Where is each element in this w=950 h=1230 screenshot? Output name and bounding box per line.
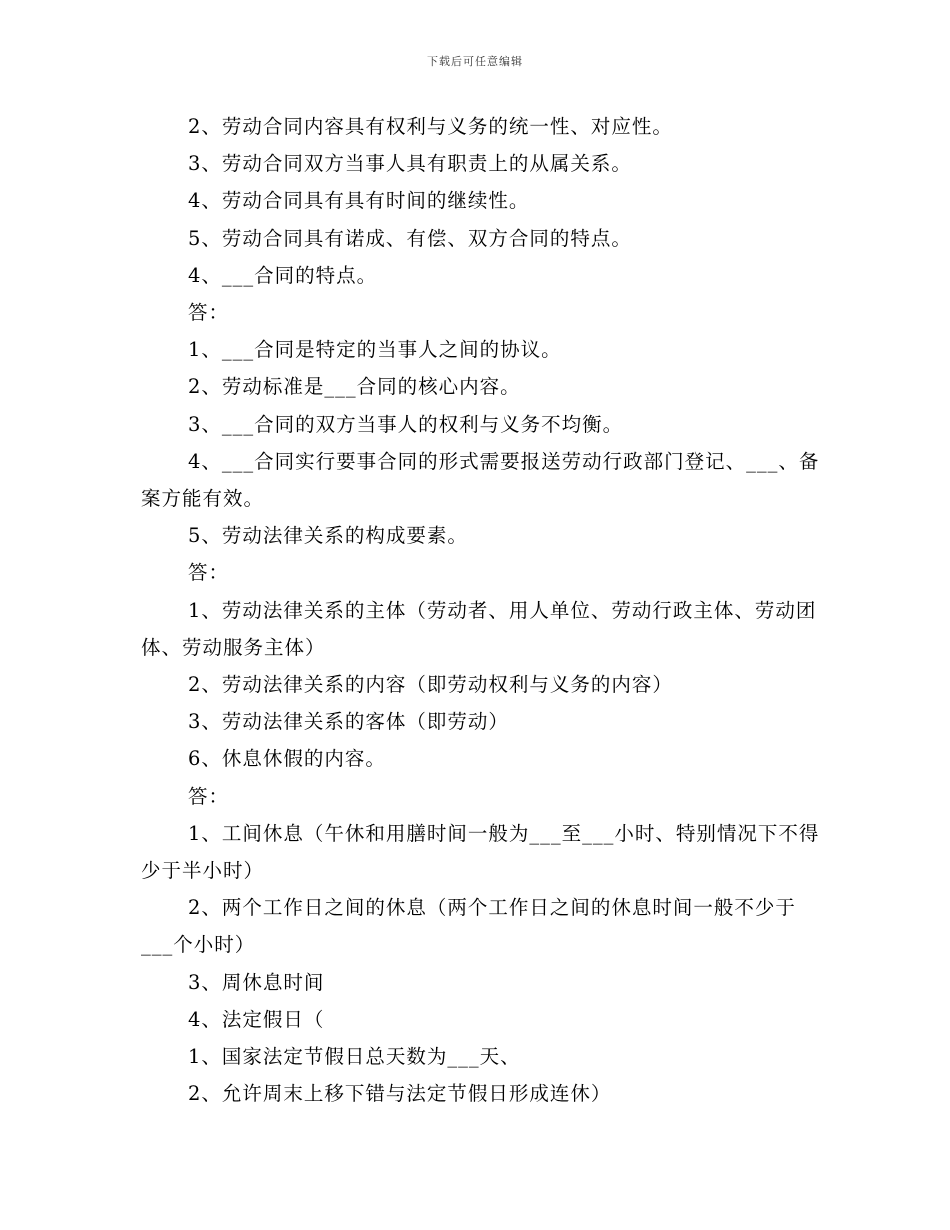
paragraph: 2、劳动法律关系的内容（即劳动权利与义务的内容） — [188, 673, 673, 697]
question-heading: 6、休息休假的内容。 — [188, 747, 386, 771]
paragraph: 1、___合同是特定的当事人之间的协议。 — [188, 338, 562, 362]
paragraph: 1、劳动法律关系的主体（劳动者、用人单位、劳动行政主体、劳动团体、劳动服务主体） — [141, 598, 817, 659]
paragraph: 2、劳动合同内容具有权利与义务的统一性、对应性。 — [188, 115, 673, 138]
paragraph: 2、两个工作日之间的休息（两个工作日之间的休息时间一般不少于___个小时） — [141, 896, 796, 957]
paragraph: 4、劳动合同具有具有时间的继续性。 — [188, 189, 530, 213]
paragraph: 3、周休息时间 — [188, 970, 325, 994]
paragraph: 5、劳动合同具有诺成、有偿、双方合同的特点。 — [188, 226, 632, 250]
paragraph: 1、工间休息（午休和用膳时间一般为___至___小时、特别情况下不得少于半小时） — [141, 821, 820, 883]
answer-label: 答： — [188, 301, 230, 325]
document-body — [141, 108, 821, 1112]
paragraph: 4、法定假日（ — [188, 1007, 325, 1031]
paragraph: 2、允许周末上移下错与法定节假日形成连休） — [188, 1082, 612, 1106]
page-header: 下载后可任意编辑 — [427, 55, 523, 68]
paragraph: 3、劳动法律关系的客体（即劳动） — [188, 710, 509, 734]
paragraph: 1、国家法定节假日总天数为___天、 — [188, 1045, 521, 1069]
question-heading: 5、劳动法律关系的构成要素。 — [188, 524, 468, 548]
paragraph: 3、___合同的双方当事人的权利与义务不均衡。 — [188, 412, 624, 436]
answer-label: 答： — [188, 784, 230, 808]
paragraph: 2、劳动标准是___合同的核心内容。 — [188, 375, 521, 399]
paragraph: 3、劳动合同双方当事人具有职责上的从属关系。 — [188, 152, 632, 176]
question-heading: 4、___合同的特点。 — [188, 263, 378, 287]
paragraph: 4、___合同实行要事合同的形式需要报送劳动行政部门登记、___、备案方能有效。 — [141, 449, 820, 511]
answer-label: 答： — [188, 561, 230, 585]
